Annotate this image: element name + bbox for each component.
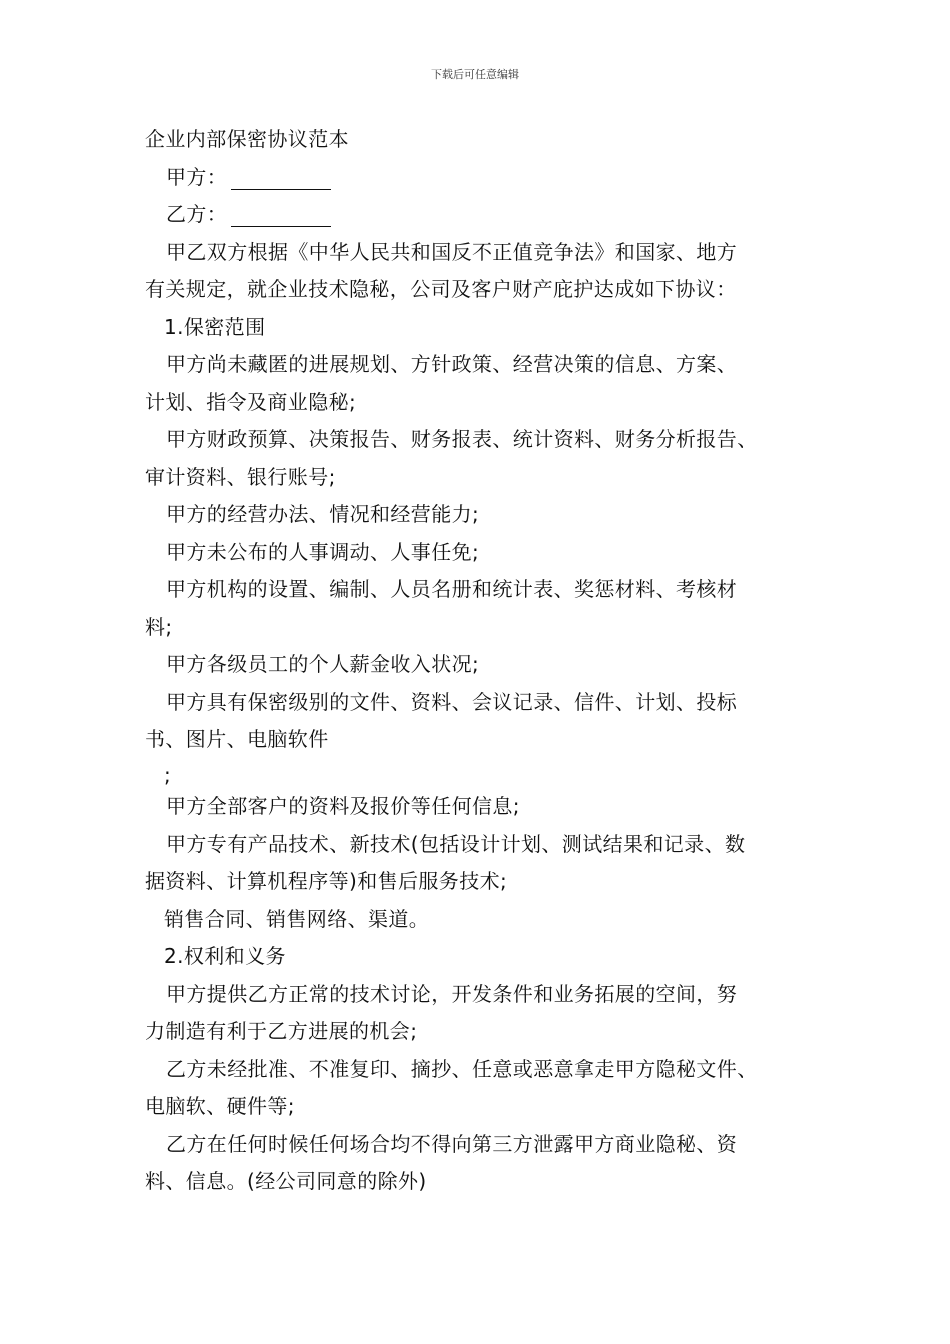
clause-line: 销售合同、销售网络、渠道。 [164,906,430,931]
clause-line: 料、信息。(经公司同意的除外) [145,1169,427,1193]
party-b-label: 乙方： [166,202,228,226]
clause-line: 甲方机构的设置、编制、人员名册和统计表、奖惩材料、考核材 [166,577,738,601]
intro-line: 甲乙双方根据《中华人民共和国反不正值竞争法》和国家、地方 [166,239,738,264]
party-a-label: 甲方： [166,164,228,189]
clause-line: 甲方全部客户的资料及报价等任何信息; [166,794,520,818]
intro-line: 有关规定，就企业技术隐秘，公司及客户财产庇护达成如下协议： [145,277,737,301]
clause-line: 乙方未经批准、不准复印、摘抄、任意或恶意拿走甲方隐秘文件、 [166,1056,758,1081]
party-a-line [145,159,825,197]
section-heading: 1.保密范围 [164,314,266,339]
party-a-blank [231,167,331,190]
clause-line: 审计资料、银行账号; [145,464,336,489]
clause-line: 料; [145,614,173,639]
clause-line: 甲方提供乙方正常的技术讨论，开发条件和业务拓展的空间，努 [166,981,738,1006]
clause-line: 电脑软、硬件等; [145,1094,295,1118]
clause-line: 甲方财政预算、决策报告、财务报表、统计资料、财务分析报告、 [166,427,758,451]
clause-line: 据资料、计算机程序等)和售后服务技术; [145,869,508,893]
header-note: 下载后可任意编辑 [431,68,519,81]
party-b-blank [231,204,331,227]
clause-line: 乙方在任何时候任何场合均不得向第三方泄露甲方商业隐秘、资 [166,1131,738,1156]
clause-line: 计划、指令及商业隐秘; [145,389,357,414]
clause-line: 书、图片、电脑软件 [145,727,329,751]
clause-line: 力制造有利于乙方进展的机会; [145,1019,418,1043]
clause-line: 甲方专有产品技术、新技术(包括设计计划、测试结果和记录、数 [166,831,746,856]
document-body [145,121,825,1201]
clause-line: ; [164,762,172,787]
clause-line: 甲方具有保密级别的文件、资料、会议记录、信件、计划、投标 [166,689,738,714]
clause-line: 甲方未公布的人事调动、人事任免; [166,539,480,564]
clause-line: 甲方各级员工的个人薪金收入状况; [166,652,480,676]
section-heading: 2.权利和义务 [164,944,286,968]
clause-line: 甲方尚未藏匿的进展规划、方针政策、经营决策的信息、方案、 [166,352,738,376]
clause-line: 甲方的经营办法、情况和经营能力; [166,502,480,526]
document-title: 企业内部保密协议范本 [145,127,349,151]
party-b-line [145,196,825,234]
